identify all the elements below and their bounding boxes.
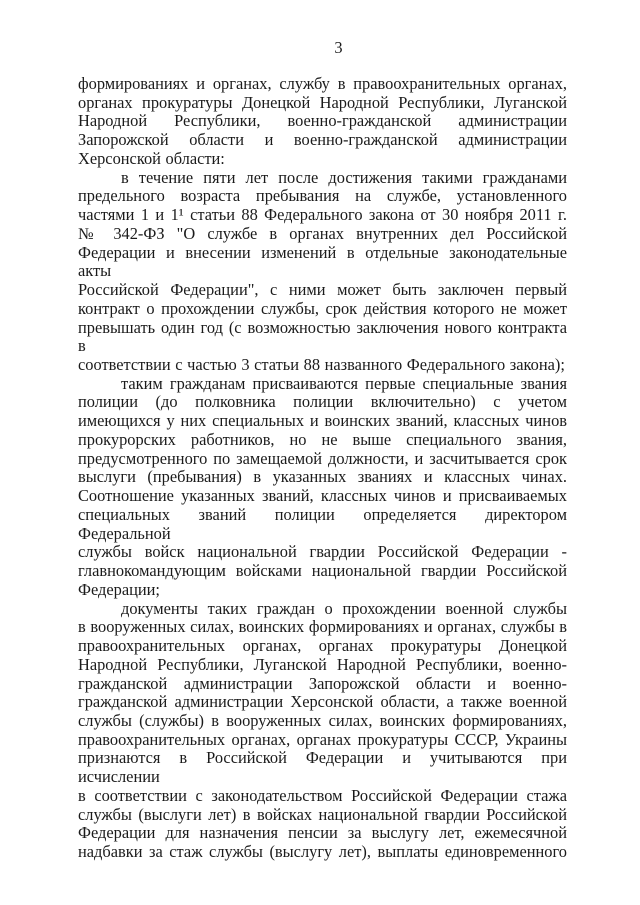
page-number: 3 xyxy=(334,38,343,57)
text-line: документы таких граждан о прохождении военной службы xyxy=(121,598,567,618)
text-line: Народной Республики, Луганской Народной Республики, военно- xyxy=(78,654,567,674)
text-line: Народной Республики, военно-гражданской администрации xyxy=(78,111,567,131)
text-line: правоохранительных органах, органах прокуратуры СССР, Украины xyxy=(78,729,567,749)
text-line: частями 1 и 1¹ статьи 88 Федерального закона от 30 ноября 2011 г. xyxy=(78,205,567,225)
text-line: предусмотренного по замещаемой должности, и засчитывается срок xyxy=(78,448,567,468)
text-line: главнокомандующим войсками национальной гвардии Российской xyxy=(78,561,567,581)
document-body xyxy=(78,75,567,862)
text-line: предельного возраста пребывания на службе, установленного xyxy=(78,186,567,206)
text-line: № 342-ФЗ "О службе в органах внутренних дел Российской xyxy=(78,223,567,243)
text-line: признаются в Российской Федерации и учитываются при исчислении xyxy=(78,748,567,787)
text-line: в соответствии с законодательством Российской Федерации стажа xyxy=(78,785,567,805)
text-line: Федерации и внесении изменений в отдельные законодательные акты xyxy=(78,242,567,281)
text-line: формированиях и органах, службу в правоохранительных органах, xyxy=(78,74,567,93)
text-line: правоохранительных органах, органах прокуратуры Донецкой xyxy=(78,636,567,656)
text-line: Соотношение указанных званий, классных чинов и присваиваемых xyxy=(78,486,567,506)
text-line: органах прокуратуры Донецкой Народной Республики, Луганской xyxy=(78,92,567,112)
text-line: гражданской администрации Херсонской области, а также военной xyxy=(78,692,567,712)
text-line: Федерации для назначения пенсии за выслугу лет, ежемесячной xyxy=(78,823,567,843)
text-line: имеющихся у них специальных и воинских званий, классных чинов xyxy=(78,411,567,431)
text-line: в течение пяти лет после достижения такими гражданами xyxy=(121,167,567,187)
text-line: специальных званий полиции определяется директором Федеральной xyxy=(78,504,567,543)
text-line: Федерации; xyxy=(78,579,160,599)
text-line: Российской Федерации", с ними может быть заключен первый xyxy=(78,280,567,300)
text-line: прокурорских работников, но не выше специального звания, xyxy=(78,429,567,449)
text-line: гражданской администрации Запорожской области и военно- xyxy=(78,673,567,693)
text-line: Херсонской области: xyxy=(78,148,225,168)
text-line: надбавки за стаж службы (выслугу лет), выплаты единовременного xyxy=(78,842,567,862)
text-line: службы (службы) в вооруженных силах, воинских формированиях, xyxy=(78,710,567,730)
text-line: полиции (до полковника полиции включительно) с учетом xyxy=(78,392,567,412)
text-line: выслуги (пребывания) в указанных званиях и классных чинах. xyxy=(78,467,567,487)
text-line: соответствии с частью 3 статьи 88 названного Федерального закона); xyxy=(78,355,565,375)
text-line: контракт о прохождении службы, срок действия которого не может xyxy=(78,298,567,318)
text-line: службы войск национальной гвардии Российской Федерации - xyxy=(78,542,567,562)
text-line: превышать один год (с возможностью заключения нового контракта в xyxy=(78,317,567,356)
text-line: таким гражданам присваиваются первые специальные звания xyxy=(121,373,567,393)
text-line: в вооруженных силах, воинских формированиях и органах, службы в xyxy=(78,617,567,637)
text-line: службы (выслуги лет) в войсках национальной гвардии Российской xyxy=(78,804,567,824)
text-line: Запорожской области и военно-гражданской администрации xyxy=(78,130,567,150)
